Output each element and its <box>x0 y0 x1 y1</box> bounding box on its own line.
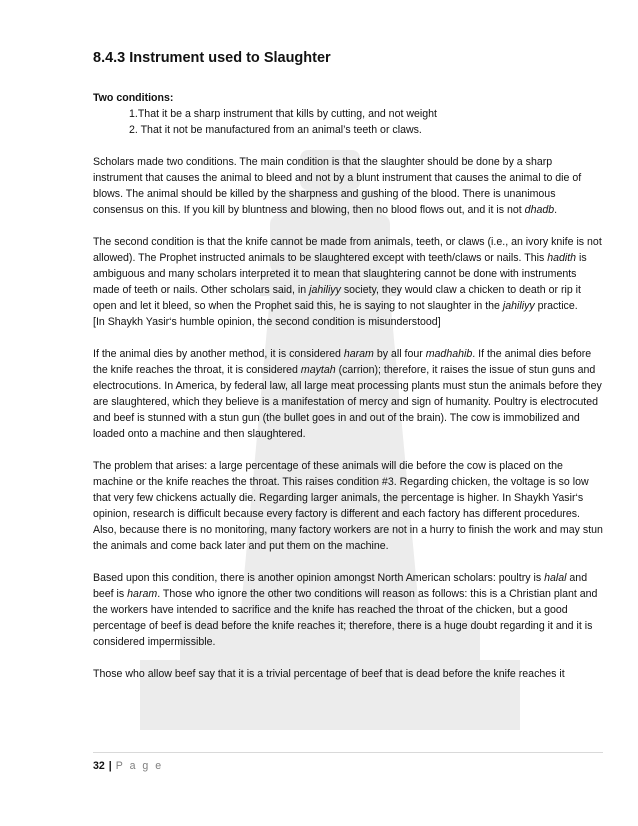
page-word: P a g e <box>115 760 164 772</box>
paragraph <box>93 458 603 554</box>
text-run: society, they would claw a chicken to death or rip it open and let it bleed, so when the Prophet said this, he is saying to not slaughter in the <box>93 284 581 312</box>
page-content <box>93 50 603 698</box>
paragraph-note: [In Shaykh Yasir‘s humble opinion, the second condition is misunderstood] <box>93 316 441 328</box>
section-heading: 8.4.3 Instrument used to Slaughter <box>93 50 331 66</box>
text-run: . If the animal dies before the knife reaches the throat, it is considered <box>93 348 592 376</box>
paragraph <box>93 666 603 682</box>
italic-term: maytah <box>300 364 336 376</box>
footer-separator: | <box>108 760 112 772</box>
text-run: The second condition is that the knife cannot be made from animals, teeth, or claws (i.e., an ivory knife is not allowed). The Prophet instructed animals to be slaughtered except with teeth/claws or nails. This <box>93 236 602 264</box>
italic-term: jahiliyy <box>309 284 341 296</box>
text-run: If the animal dies by another method, it is considered <box>93 348 344 360</box>
italic-term: dhadb <box>524 204 555 216</box>
text-run: (carrion); therefore, it raises the issue of stun guns and electrocutions. In America, by federal law, all large meat processing plants must stun the animals before they are slaughtered, which they believe is a manifestation of mercy and sign of humanity. Poultry is electrocuted and beef is stunned with a stun gun (the bullet goes in and out of the brain). The cow is immobilized and loaded onto a machine and then slaughtered. <box>93 364 602 440</box>
paragraph <box>93 570 603 650</box>
italic-term: madhahib <box>425 348 473 360</box>
text-run: . Those who ignore the other two conditions will reason as follows: this is a Christian plant and the workers have intended to sacrifice and the knife has reached the throat of the chicken, but a good percentage of beef is dead before the knife reaches it; therefore, there is a huge doubt regarding it and it is considered impermissible. <box>93 588 598 648</box>
text-run: and beef is <box>93 572 588 600</box>
text-run: Scholars made two conditions. The main condition is that the slaughter should be done by a sharp instrument that causes the animal to bleed and not by a blunt instrument that causes the animal to die of blows. The animal should be killed by the sharpness and gushing of the blood. There is unanimous consensus on this. If you kill by bluntness and blowing, then no blood flows out, and it is not <box>93 156 582 216</box>
italic-term: haram <box>127 588 158 600</box>
page-footer <box>93 760 163 772</box>
condition-item: 2. That it not be manufactured from an animal’s teeth or claws. <box>129 124 422 136</box>
text-run: is ambiguous and many scholars interpreted it to mean that slaughtering cannot be done with instruments made of teeth or nails. Other scholars said, in <box>93 252 587 296</box>
text-run: Those who allow beef say that it is a trivial percentage of beef that is dead before the knife reaches it <box>93 668 565 680</box>
text-run: . <box>554 204 558 216</box>
condition-item: 1.That it be a sharp instrument that kills by cutting, and not weight <box>129 108 437 120</box>
page-number: 32 <box>93 760 105 772</box>
footer-rule <box>93 752 603 753</box>
text-run: Based upon this condition, there is another opinion amongst North American scholars: poultry is <box>93 572 545 584</box>
text-run: The problem that arises: a large percentage of these animals will die before the cow is placed on the machine or the knife reaches the throat. This raises condition #3. Regarding chicken, the voltage is so low that very few chickens actually die. Regarding larger animals, the percentage is higher. In Shaykh Yasir‘s opinion, research is difficult because every factory is different and each factory has different procedures. Also, because there is no monitoring, many factory workers are not in a hurry to finish the work and may stun the animals and come back later and put them on the machine. <box>93 460 603 552</box>
italic-term: halal <box>544 572 567 584</box>
conditions-list <box>93 106 603 138</box>
conditions-label: Two conditions: <box>93 92 174 104</box>
paragraph <box>93 154 603 218</box>
text-run: by all four <box>373 348 426 360</box>
italic-term: haram <box>343 348 374 360</box>
italic-term: jahiliyy <box>502 300 535 312</box>
text-run: practice. <box>534 300 578 312</box>
paragraph <box>93 346 603 442</box>
italic-term: hadith <box>547 252 577 264</box>
paragraph <box>93 234 603 314</box>
